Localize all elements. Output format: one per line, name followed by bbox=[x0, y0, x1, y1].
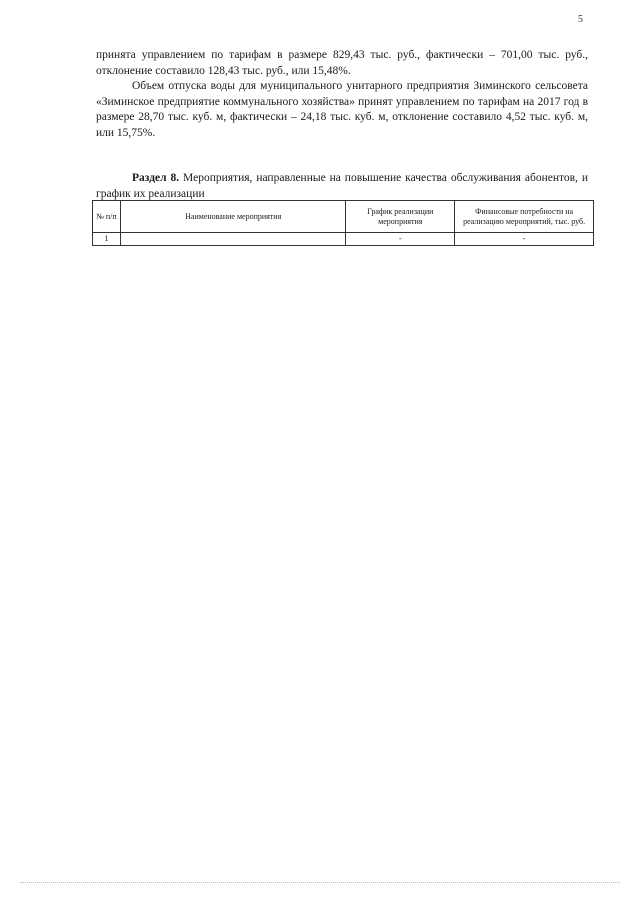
section-title: Мероприятия, направленные на повышение качества обслуживания абонентов, и график их реализации bbox=[96, 172, 588, 200]
cell-schedule: - bbox=[346, 233, 455, 246]
section-label: Раздел 8. bbox=[132, 172, 180, 184]
cell-measure-name bbox=[120, 233, 345, 246]
paragraph-tariff-revenue: принята управлением по тарифам в размере 829,43 тыс. руб., фактически – 701,00 тыс. руб., отклонение составило 128,43 тыс. руб., или 15,48%. bbox=[96, 49, 588, 77]
header-schedule: График реализации мероприятия bbox=[346, 201, 455, 233]
header-number: № п/п bbox=[93, 201, 121, 233]
bottom-divider bbox=[20, 882, 620, 883]
measures-table bbox=[92, 200, 594, 246]
section-heading bbox=[96, 171, 588, 202]
paragraph-water-volume: Объем отпуска воды для муниципального унитарного предприятия Зиминского сельсовета «Зиминское предприятие коммунального хозяйства» принят управлением по тарифам на 2017 год в размере 28,70 тыс. куб. м, фактически – 24,18 тыс. куб. м, отклонение составило 4,52 тыс. куб. м, или 15,75%. bbox=[96, 80, 588, 139]
cell-number: 1 bbox=[93, 233, 121, 246]
page-number: 5 bbox=[578, 14, 583, 25]
cell-financial-needs: - bbox=[455, 233, 594, 246]
header-financial-needs: Финансовые потребности на реализацию мероприятий, тыс. руб. bbox=[455, 201, 594, 233]
table-header-row bbox=[93, 201, 594, 233]
header-measure-name: Наименование мероприятия bbox=[120, 201, 345, 233]
document-body bbox=[96, 48, 588, 202]
table-row bbox=[93, 233, 594, 246]
